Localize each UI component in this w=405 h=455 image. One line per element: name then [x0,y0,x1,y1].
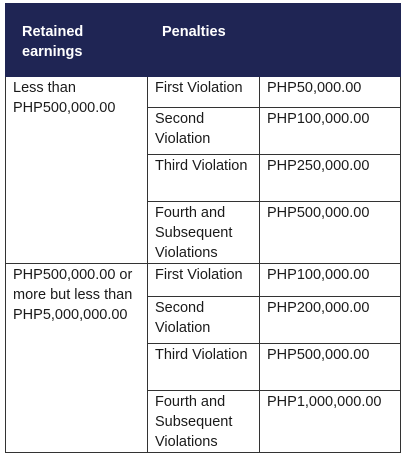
violation-cell: Fourth and Subsequent Violations [148,391,260,453]
violation-cell: First Violation [148,77,260,108]
retained-earnings-header: Retained earnings [6,4,148,77]
penalty-amount-cell: PHP50,000.00 [260,77,401,108]
penalties-table [5,3,401,453]
penalty-amount-cell: PHP500,000.00 [260,202,401,264]
violation-cell: First Violation [148,264,260,297]
table-row [6,77,401,108]
penalty-amount-cell: PHP100,000.00 [260,108,401,155]
violation-cell: Third Violation [148,155,260,202]
violation-cell: Fourth and Subsequent Violations [148,202,260,264]
penalty-amount-cell: PHP500,000.00 [260,344,401,391]
penalty-amount-cell: PHP1,000,000.00 [260,391,401,453]
penalty-amount-cell: PHP200,000.00 [260,297,401,344]
header-row [6,4,401,77]
penalty-amount-cell: PHP250,000.00 [260,155,401,202]
retained-earnings-group: PHP500,000.00 or more but less than PHP5,000,000.00 [6,264,148,453]
penalty-amount-cell: PHP100,000.00 [260,264,401,297]
retained-earnings-group: Less than PHP500,000.00 [6,77,148,264]
violation-cell: Second Violation [148,108,260,155]
table-row [6,264,401,297]
penalties-header: Penalties [148,4,401,77]
violation-cell: Third Violation [148,344,260,391]
violation-cell: Second Violation [148,297,260,344]
